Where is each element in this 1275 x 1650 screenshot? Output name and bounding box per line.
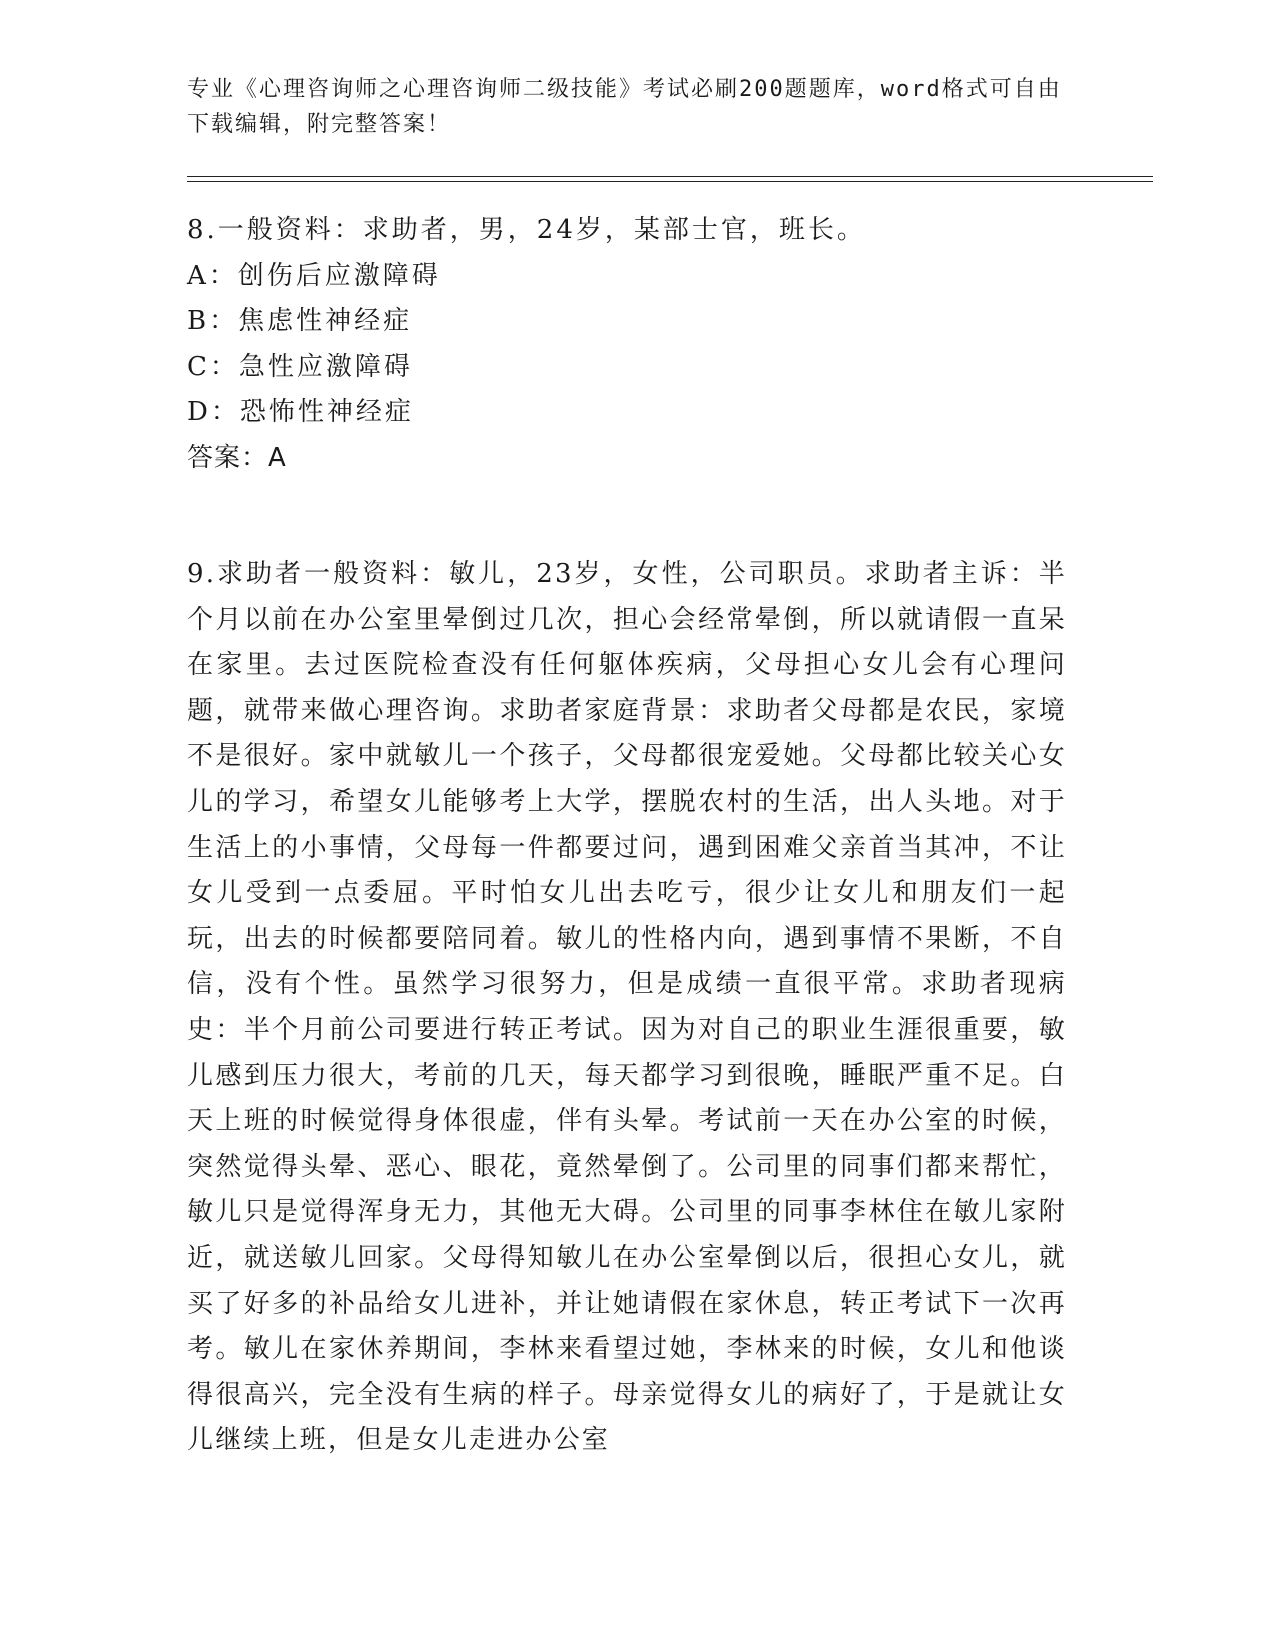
document-header: 专业《心理咨询师之心理咨询师二级技能》考试必刷200题题库，word格式可自由下载编辑，附完整答案！ xyxy=(187,77,1062,137)
option-d: D：恐怖性神经症 xyxy=(187,397,414,427)
question-8-stem: 8.一般资料：求助者，男，24岁，某部士官，班长。 xyxy=(187,215,866,245)
header-divider-bottom xyxy=(187,181,1153,182)
header-divider-top xyxy=(187,176,1153,177)
question-9: 9.求助者一般资料：敏儿，23岁，女性，公司职员。求助者主诉：半个月以前在办公室里晕倒过几次，担心会经常晕倒，所以就请假一直呆在家里。去过医院检查没有任何躯体疾病，父母担心女儿会有心理问题，就带来做心理咨询。求助者家庭背景：求助者父母都是农民，家境不是很好。家中就敏儿一个孩子，父母都很宠爱她。父母都比较关心女儿的学习，希望女儿能够考上大学，摆脱农村的生活，出人头地。对于生活上的小事情，父母每一件都要过问，遇到困难父亲首当其冲，不让女儿受到一点委屈。平时怕女儿出去吃亏，很少让女儿和朋友们一起玩，出去的时候都要陪同着。敏儿的性格内向，遇到事情不果断，不自信，没有个性。虽然学习很努力，但是成绩一直很平常。求助者现病史：半个月前公司要进行转正考试。因为对自己的职业生涯很重要，敏儿感到压力很大，考前的几天，每天都学习到很晚，睡眠严重不足。白天上班的时候觉得身体很虚，伴有头晕。考试前一天在办公室的时候，突然觉得头晕、恶心、眼花，竟然晕倒了。公司里的同事们都来帮忙，敏儿只是觉得浑身无力，其他无大碍。公司里的同事李林住在敏儿家附近，就送敏儿回家。父母得知敏儿在办公室晕倒以后，很担心女儿，就买了好多的补品给女儿进补，并让她请假在家休息，转正考试下一次再考。敏儿在家休养期间，李林来看望过她，李林来的时候，女儿和他谈得很高兴，完全没有生病的样子。母亲觉得女儿的病好了，于是就让女儿继续上班，但是女儿走进办公室 xyxy=(187,559,1067,1456)
question-8-answer: 答案：A xyxy=(187,442,287,473)
option-c: C：急性应激障碍 xyxy=(187,351,413,382)
question-8 xyxy=(187,208,1087,481)
option-b: B：焦虑性神经症 xyxy=(187,306,413,336)
option-a: A：创伤后应激障碍 xyxy=(187,260,441,291)
